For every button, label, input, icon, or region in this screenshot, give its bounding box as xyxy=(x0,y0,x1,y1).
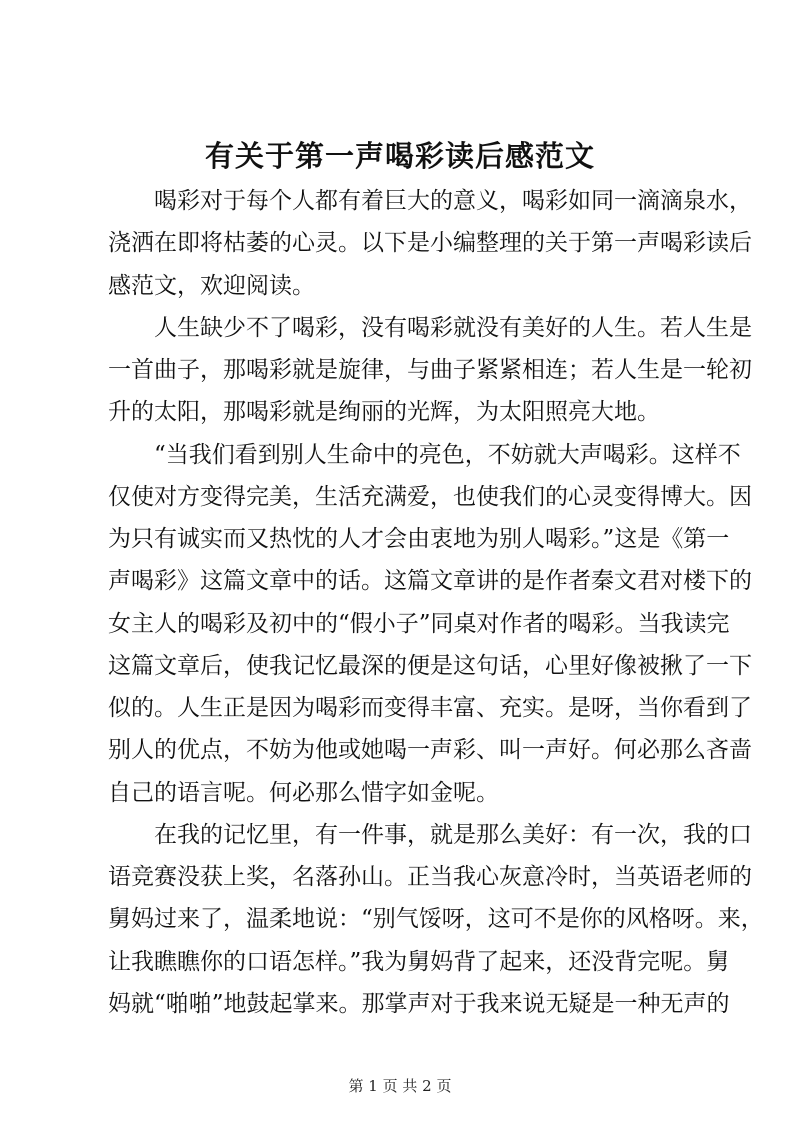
text-line: 一首曲子，那喝彩就是旋律，与曲子紧紧相连；若人生是一轮初 xyxy=(108,357,752,383)
text-line: 似的。人生正是因为喝彩而变得丰富、充实。是呀，当你看到了 xyxy=(108,695,752,721)
text-line: 让我瞧瞧你的口语怎样。”我为舅妈背了起来，还没背完呢。舅 xyxy=(108,948,730,975)
text-line: 妈就“啪啪”地鼓起掌来。那掌声对于我来说无疑是一种无声的 xyxy=(108,990,730,1017)
text-line: 感范文，欢迎阅读。 xyxy=(108,272,315,299)
text-line: 在我的记忆里，有一件事，就是那么美好：有一次，我的口 xyxy=(154,821,752,848)
text-line: 为只有诚实而又热忱的人才会由衷地为别人喝彩。”这是《第一 xyxy=(108,526,730,552)
text-line: 语竞赛没获上奖，名落孙山。正当我心灰意冷时，当英语老师的 xyxy=(108,864,752,890)
text-line: 自己的语言呢。何必那么惜字如金呢。 xyxy=(108,779,499,806)
text-line: 声喝彩》这篇文章中的话。这篇文章讲的是作者秦文君对楼下的 xyxy=(108,568,752,595)
text-line: 浇洒在即将枯萎的心灵。以下是小编整理的关于第一声喝彩读后 xyxy=(108,230,752,257)
text-line: 这篇文章后，使我记忆最深的便是这句话，心里好像被揪了一下 xyxy=(108,652,752,679)
document-title: 有关于第一声喝彩读后感范文 xyxy=(204,139,595,173)
text-line: 喝彩对于每个人都有着巨大的意义，喝彩如同一滴滴泉水， xyxy=(154,188,752,214)
text-line: 人生缺少不了喝彩，没有喝彩就没有美好的人生。若人生是 xyxy=(154,314,752,341)
text-line: 仅使对方变得完美，生活充满爱，也使我们的心灵变得博大。因 xyxy=(108,483,752,510)
text-line: 别人的优点，不妨为他或她喝一声彩、叫一声好。何必那么吝啬 xyxy=(108,737,752,764)
document-body xyxy=(108,180,764,1025)
page-footer: 第 1 页 共 2 页 xyxy=(348,1077,452,1095)
text-line: “当我们看到别人生命中的亮色，不妨就大声喝彩。这样不 xyxy=(154,441,741,468)
text-line: 舅妈过来了，温柔地说：“别气馁呀，这可不是你的风格呀。来， xyxy=(108,906,764,933)
text-line: 女主人的喝彩及初中的“假小子”同桌对作者的喝彩。当我读完 xyxy=(108,610,730,637)
text-line: 升的太阳，那喝彩就是绚丽的光辉，为太阳照亮大地。 xyxy=(108,399,660,426)
